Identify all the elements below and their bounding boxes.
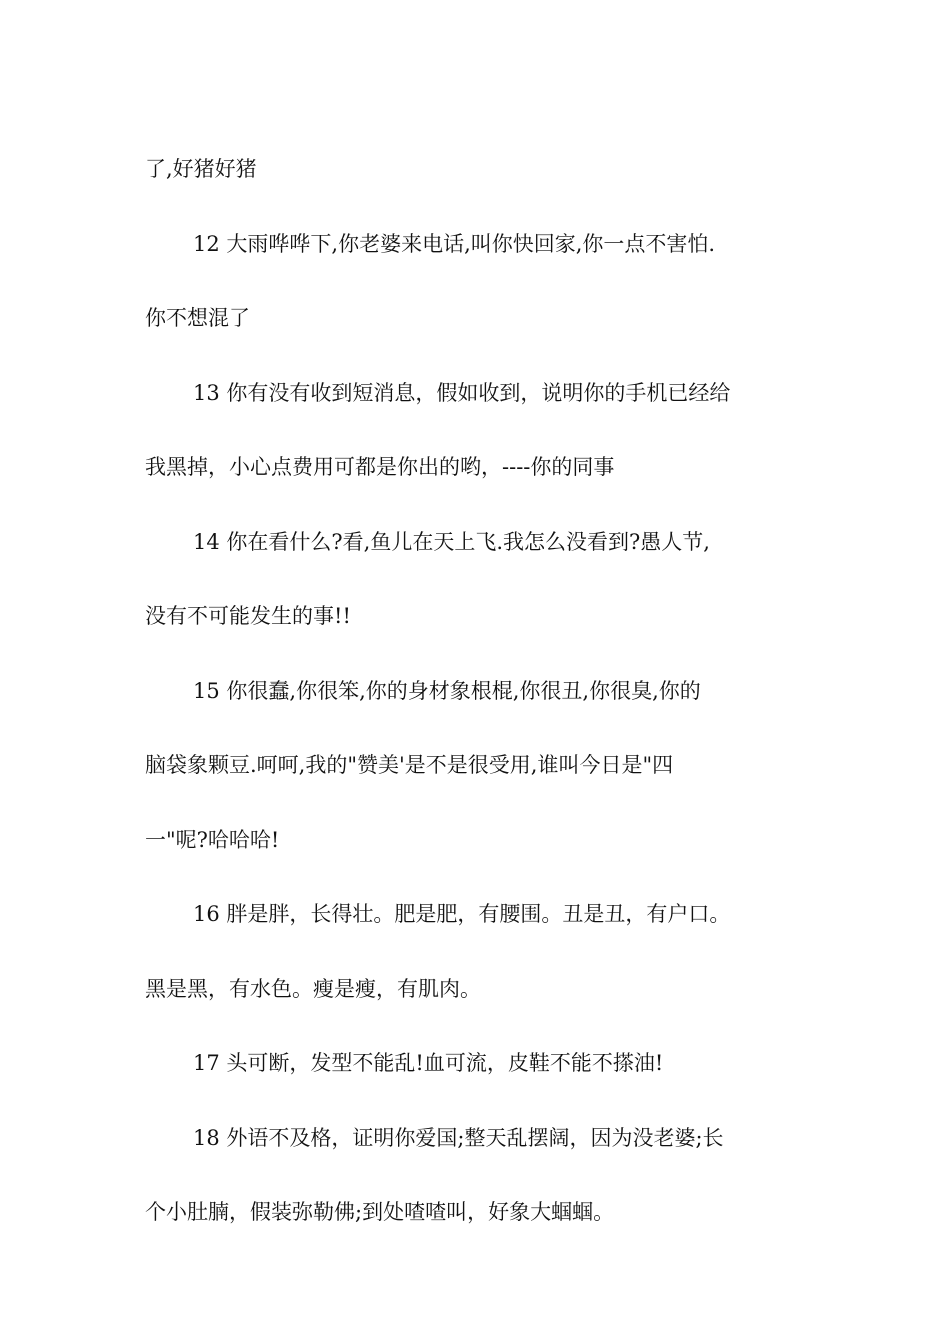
- text-line: 16 胖是胖，长得壮。肥是肥，有腰围。丑是丑，有户口。: [193, 902, 731, 926]
- text-line: 18 外语不及格，证明你爱国;整天乱摆阔，因为没老婆;长: [193, 1125, 724, 1150]
- text-line: 12 大雨哗哗下,你老婆来电话,叫你快回家,你一点不害怕.: [193, 231, 716, 256]
- text-line: 一"呢?哈哈哈!: [145, 827, 280, 852]
- text-line: 个小肚腩，假装弥勒佛;到处喳喳叫，好象大蝈蝈。: [145, 1200, 615, 1224]
- text-line: 脑袋象颗豆.呵呵,我的"赞美'是不是很受用,谁叫今日是"四: [145, 753, 674, 777]
- text-line: 没有不可能发生的事!!: [145, 604, 351, 628]
- text-line: 你不想混了: [145, 306, 250, 330]
- text-line: 15 你很蠢,你很笨,你的身材象根棍,你很丑,你很臭,你的: [193, 678, 701, 703]
- text-line: 我黑掉，小心点费用可都是你出的哟，----你的同事: [145, 455, 615, 479]
- text-line: 黑是黑，有水色。瘦是瘦，有肌肉。: [145, 976, 481, 1001]
- text-line: 17 头可断，发型不能乱!血可流，皮鞋不能不搽油!: [193, 1051, 664, 1075]
- text-line: 14 你在看什么?看,鱼儿在天上飞.我怎么没看到?愚人节,: [193, 529, 710, 554]
- text-line: 13 你有没有收到短消息，假如收到，说明你的手机已经给: [193, 380, 731, 405]
- text-line: 了,好猪好猪: [145, 157, 257, 181]
- document-body: [145, 132, 810, 1250]
